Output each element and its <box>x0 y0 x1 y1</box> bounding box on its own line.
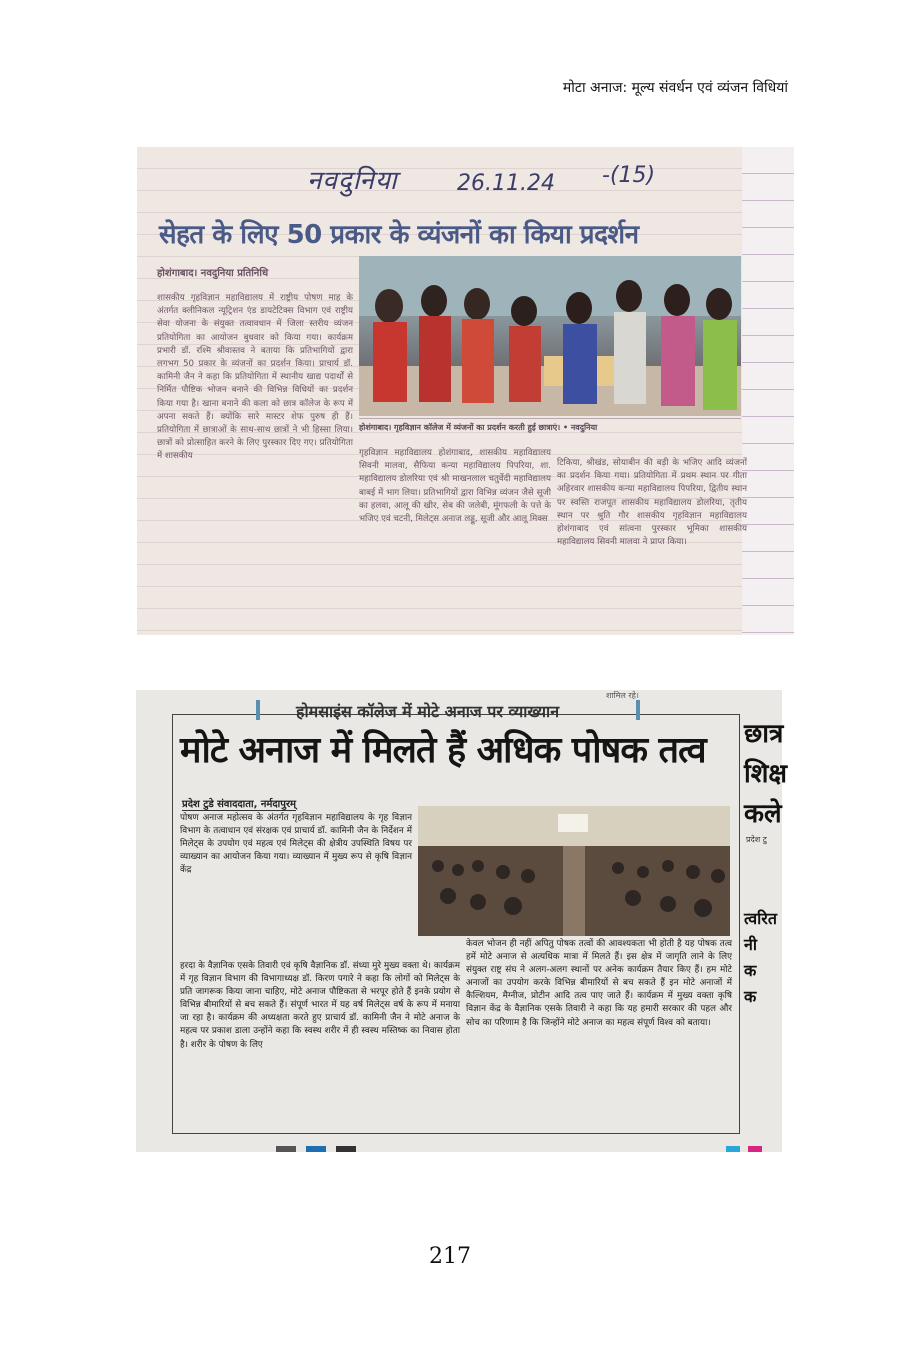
side-fragment-3: कले <box>744 799 782 829</box>
clipping1-column-2: गृहविज्ञान महाविद्यालय होशंगाबाद, शासकीय महाविद्यालय सिवनी मालवा, सैफिया कन्या महाविद्यालय पिपरिया, शा. महाविद्यालय डोलरिया एवं श्री माखनलाल चतुर्वेदी महाविद्यालय बाबई में भाग लिया। प्रतिभागियों द्वारा विभिन्न व्यंजन जैसे सूजी का हलवा, आलू की खीर, सेब की जलेबी, मूंगफली के पत्ते के भजिए एवं चटनी, मिलेट्स अनाज लड्डू, सूजी और आलू मिक्स <box>359 448 551 525</box>
clipping2-kicker: होमसाइंस कॉलेज में मोटे अनाज पर व्याख्यान <box>296 702 560 721</box>
clipping1-caption: होशंगाबाद। गृहविज्ञान कॉलेज में व्यंजनों का प्रदर्शन करती हुई छात्राएं। • नवदुनिया <box>359 418 741 433</box>
kicker-bar-right <box>636 700 640 720</box>
clipping2-column-1-continued: हरदा के वैज्ञानिक एसके तिवारी एवं कृषि वैज्ञानिक डॉ. संध्या मुरे मुख्य वक्ता थे। कार्यक्रम में गृह विज्ञान विभाग की विभागाध्यक्ष डॉ. किरण पगारे ने कहा कि लोगों को मिलेट्स के प्रति जागरूक किया जाना चाहिए, मोटे अनाज पौष्टिकता से भरपूर होते हैं इनके प्रयोग से विभिन्न बीमारियों से बच सकते हैं। संपूर्ण भारत में यह वर्ष मिलेट्स वर्ष के रूप में मनाया जा रहा है। कार्यक्रम की अध्यक्षता करते हुए प्राचार्य डॉ. कामिनी जैन ने मोटे अनाज के महत्व पर प्रकाश डाला उन्होंने कहा कि स्वस्थ शरीर में ही स्वस्थ मस्तिष्क का निवास होता है। शरीर के पोषण के लिए <box>180 961 460 1050</box>
clipping1-column-3: टिकिया, श्रीखंड, सोयाबीन की बड़ी के भजिए आदि व्यंजनों का प्रदर्शन किया गया। प्रतियोगिता में प्रथम स्थान पर गीता अहिरवार शासकीय कन्या महाविद्यालय पिपरिया, द्वितीय स्थान पर स्वस्ति राजपूत शासकीय महाविद्यालय डोलरिया, तृतीय स्थान पर श्रुति गौर शासकीय गृहविज्ञान महाविद्यालय होशंगाबाद एवं सांत्वना पुरस्कार भूमिका शासकीय महाविद्यालय सिवनी मालवा ने प्राप्त किया। <box>557 458 747 548</box>
clipping1-column-1: शासकीय गृहविज्ञान महाविद्यालय में राष्ट्रीय पोषण माह के अंतर्गत क्लीनिकल न्यूट्रिशन एंड डायटेटिक्स विभाग एवं राष्ट्रीय सेवा योजना के संयुक्त तत्वावधान में जिला स्तरीय व्यंजन प्रतियोगिता का आयोजन बुधवार को किया गया। कार्यक्रम प्रभारी डॉ. रश्मि श्रीवास्तव ने बताया कि प्रतिभागियों द्वारा लगभग 50 प्रकार के व्यंजनों का प्रदर्शन किया। प्राचार्य डॉ. कामिनी जैन ने कहा कि प्रतियोगिता में स्थानीय खाद्य पदार्थों से निर्मित पौष्टिक भोजन बनाने की विभिन्न विधियों का प्रदर्शन किया गया है। खाना बनाने की कला को छात्र कॉलेज के रूप में अपना सकते हैं। क्योंकि सारे मास्टर शेफ पुरुष ही हैं। प्रतियोगिता में छात्राओं के साथ-साथ छात्रों ने भी हिस्सा लिया। छात्रों को प्रोत्साहित करने के लिए पुरस्कार दिए गए। प्रतियोगिता में शासकीय <box>157 293 353 462</box>
side-fragment-1: छात्र <box>744 719 784 749</box>
clipping2-column-2: केवल भोजन ही नहीं अपितु पोषक तत्वों की आवश्यकता भी होती है यह पोषक तत्व हमें मोटे अनाज से अत्यधिक मात्रा में मिलते हैं। इस क्षेत्र में जागृति लाने के लिए संयुक्त राष्ट्र संघ ने अलग-अलग स्थानों पर अनेक कार्यक्रम तैयार किए हैं। हम मोटे अनाजों का उपयोग करके विभिन्न बीमारियों से बच सकते हैं इन मोटे अनाजों में कैल्शियम, मैग्नीज, प्रोटीन आदि तत्व पाए जाते हैं। कार्यक्रम में मुख्य वक्ता कृषि विज्ञान केंद्र के वैज्ञानिक एसके तिवारी ने कहा कि यह हमारी सरकार की पहल और सोच का परिणाम है कि जिन्होंने मोटे अनाज का महत्व संपूर्ण विश्व को बताया। <box>466 939 732 1028</box>
side-fragment-2: शिक्ष <box>744 759 788 789</box>
clipping2-byline: प्रदेश टुडे संवाददाता, नर्मदापुरम् <box>182 796 296 811</box>
handwritten-page: -(15) <box>602 163 656 188</box>
clipping2-headline: मोटे अनाज में मिलते हैं अधिक पोषक तत्व <box>180 730 706 771</box>
clipping1-photo <box>359 256 741 416</box>
clipping2-photo <box>418 806 730 936</box>
clipping2-top-fragment: शामिल रहे। <box>606 691 639 700</box>
page-number: 217 <box>429 1244 471 1269</box>
newspaper-clipping-2 <box>136 690 788 1152</box>
students-photo-illustration <box>359 256 741 416</box>
print-color-bar <box>276 1146 296 1152</box>
kicker-bar-left <box>256 700 260 720</box>
clipping1-byline: होशंगाबाद। नवदुनिया प्रतिनिधि <box>157 268 269 279</box>
adjacent-article-fragment <box>740 714 788 1154</box>
notebook-margin <box>742 147 794 635</box>
print-color-bar <box>748 1146 762 1152</box>
side-fragment-7: क <box>744 961 757 980</box>
print-color-bar <box>306 1146 326 1152</box>
newspaper-clipping-1 <box>137 147 794 635</box>
side-fragment-6: नी <box>744 935 758 954</box>
clipping1-headline: सेहत के लिए 50 प्रकार के व्यंजनों का किया प्रदर्शन <box>159 220 639 250</box>
side-fragment-8: क <box>744 987 757 1006</box>
side-fragment-4: प्रदेश टु <box>746 835 767 844</box>
print-color-bar <box>336 1146 356 1152</box>
lecture-hall-photo-illustration <box>418 806 730 936</box>
print-color-bar <box>726 1146 740 1152</box>
handwritten-source: नवदुनिया <box>307 166 398 196</box>
running-head: मोटा अनाज: मूल्य संवर्धन एवं व्यंजन विधियां <box>562 80 788 96</box>
side-fragment-5: त्वरित <box>744 909 777 928</box>
handwritten-date: 26.11.24 <box>457 171 555 196</box>
clipping2-column-1: पोषण अनाज महोत्सव के अंतर्गत गृहविज्ञान महाविद्यालय के गृह विज्ञान विभाग के तत्वाधान एवं संरक्षक एवं प्राचार्य डॉ. कामिनी जैन के निर्देशन में मिलेट्स के उपयोग एवं महत्व एवं मिलेट्स की क्षेत्रीय उपस्थिति विषय पर व्याख्यान का आयोजन किया गया। व्याख्यान में मुख्य रूप से कृषि विज्ञान केंद्र <box>180 813 412 876</box>
